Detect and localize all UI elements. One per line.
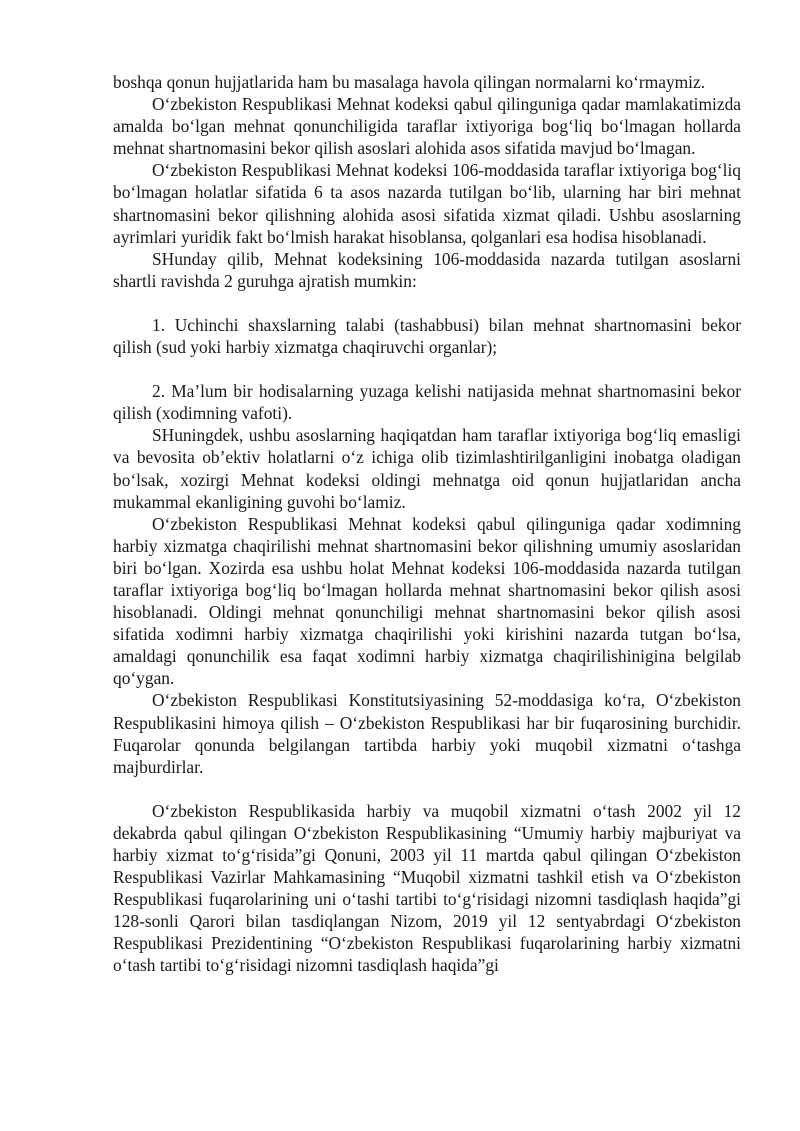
paragraph: O‘zbekiston Respublikasi Konstitutsiyasining 52-moddasiga ko‘ra, O‘zbekiston Respublikasini himoya qilish – O‘zbekiston Respublikasi har bir fuqarosining burchidir. Fuqarolar qonunda belgilangan tartibda harbiy yoki muqobil xizmatni o‘tashga majburdirlar.: [113, 690, 741, 777]
paragraph: O‘zbekiston Respublikasi Mehnat kodeksi qabul qilinguniga qadar xodimning harbiy xizmatga chaqirilishi mehnat shartnomasini bekor qilishning umumiy asoslaridan biri bo‘lgan. Xozirda esa ushbu holat Mehnat kodeksi 106-moddasida nazarda tutilgan taraflar ixtiyoriga bog‘liq bo‘lmagan hollarda mehnat shartnomasini bekor qilish asosi hisoblanadi. Oldingi mehnat qonunchiligi mehnat shartnomasini bekor qilish asosi sifatida xodimni harbiy xizmatga chaqirilishi yoki kirishini nazarda tutgan bo‘lsa, amaldagi qonunchilik esa faqat xodimni harbiy xizmatga chaqirilishinigina belgilab qo‘ygan.: [113, 513, 741, 689]
paragraph: SHuningdek, ushbu asoslarning haqiqatdan ham taraflar ixtiyoriga bog‘liq emasligi va bevosita ob’ektiv holatlarni o‘z ichiga olib tizimlashtirilganligini inobatga oladigan bo‘lsak, xozirgi Mehnat kodeksi oldingi mehnatga oid qonun hujjatlaridan ancha mukammal ekanligining guvohi bo‘lamiz.: [113, 425, 741, 512]
paragraph: O‘zbekiston Respublikasida harbiy va muqobil xizmatni o‘tash 2002 yil 12 dekabrda qabul qilingan O‘zbekiston Respublikasining “Umumiy harbiy majburiyat va harbiy xizmat to‘g‘risida”gi Qonuni, 2003 yil 11 martda qabul qilingan O‘zbekiston Respublikasi Vazirlar Mahkamasining “Muqobil xizmatni tashkil etish va O‘zbekiston Respublikasi fuqarolarining uni o‘tashi tartibi to‘g‘risidagi nizomni tasdiqlash haqida”gi 128-sonli Qarori bilan tasdiqlangan Nizom, 2019 yil 12 sentyabrdagi O‘zbekiston Respublikasi Prezidentining “O‘zbekiston Respublikasi fuqarolarining harbiy xizmatni o‘tash tartibi to‘g‘risidagi nizomni tasdiqlash haqida”gi: [113, 800, 741, 976]
paragraph: O‘zbekiston Respublikasi Mehnat kodeksi qabul qilinguniga qadar mamlakatimizda amalda bo‘lgan mehnat qonunchiligida taraflar ixtiyoriga bog‘liq bo‘lmagan hollarda mehnat shartnomasini bekor qilish asoslari alohida asos sifatida mavjud bo‘lmagan.: [113, 94, 741, 159]
document-page: [113, 71, 741, 977]
list-item: 2. Ma’lum bir hodisalarning yuzaga kelishi natijasida mehnat shartnomasini bekor qilish (xodimning vafoti).: [113, 381, 741, 424]
paragraph: SHunday qilib, Mehnat kodeksining 106-moddasida nazarda tutilgan asoslarni shartli ravishda 2 guruhga ajratish mumkin:: [113, 248, 741, 291]
list-item: 1. Uchinchi shaxslarning talabi (tashabbusi) bilan mehnat shartnomasini bekor qilish (sud yoki harbiy xizmatga chaqiruvchi organlar);: [113, 314, 741, 358]
paragraph-continuation: boshqa qonun hujjatlarida ham bu masalaga havola qilingan normalarni ko‘rmaymiz.: [113, 72, 706, 92]
paragraph: O‘zbekiston Respublikasi Mehnat kodeksi 106-moddasida taraflar ixtiyoriga bog‘liq bo‘lmagan holatlar sifatida 6 ta asos nazarda tutilgan bo‘lib, ularning har biri mehnat shartnomasini bekor qilishning alohida asosi sifatida xizmat qiladi. Ushbu asoslarning ayrimlari yuridik fakt bo‘lmish harakat hisoblansa, qolganlari esa hodisa hisoblanadi.: [113, 160, 741, 247]
